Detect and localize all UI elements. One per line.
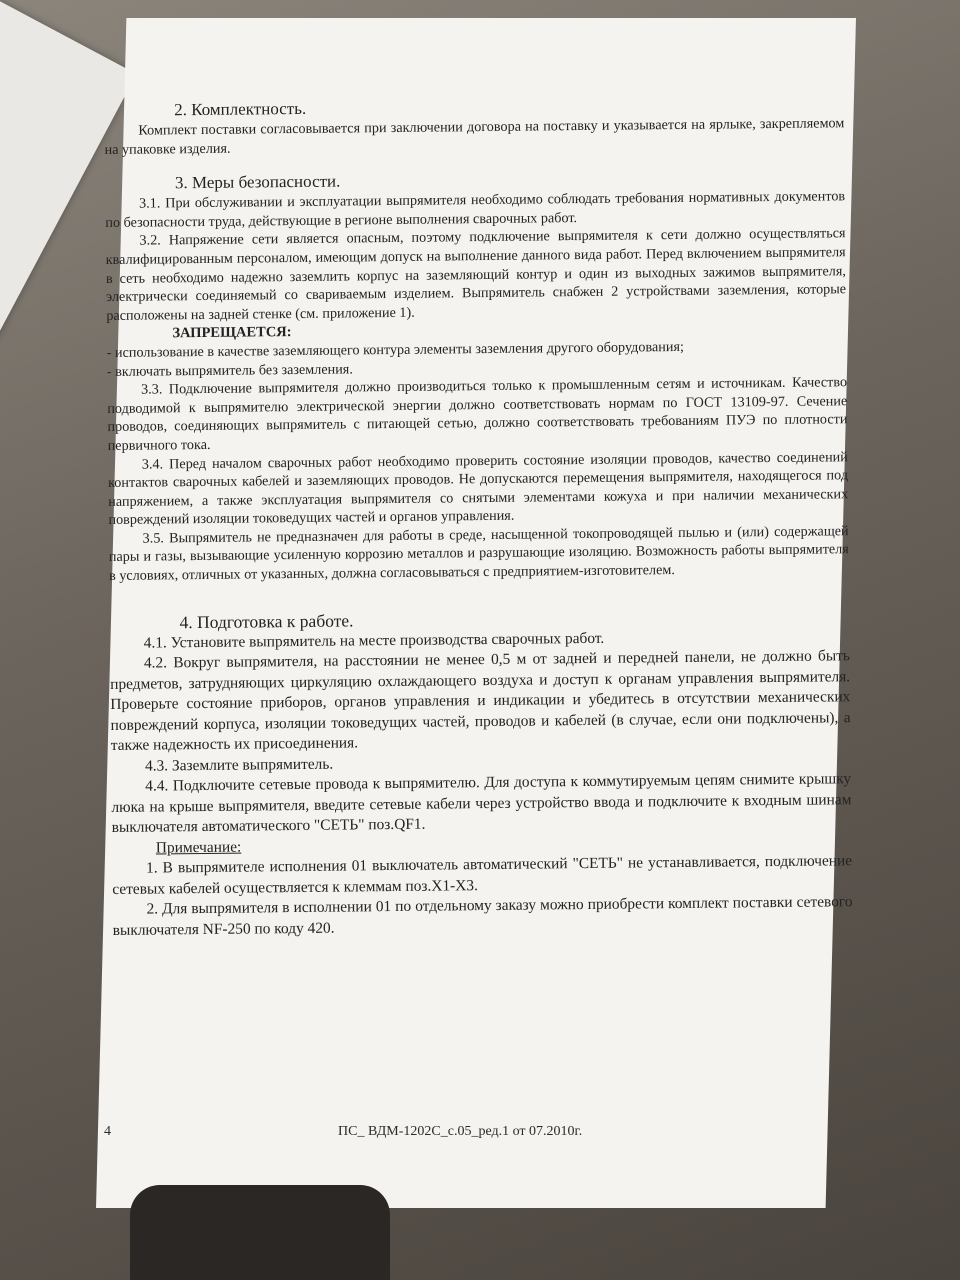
paragraph-3-1: 3.1. При обслуживании и эксплуатации выпрямителя необходимо соблюдать требования нормативных документов по безопасности труда, действующие в регионе выполнения сварочных работ. (105, 188, 846, 231)
paragraph-4-4: 4.4. Подключите сетевые провода к выпрямителю. Для доступа к коммутируемым цепям снимите крышку люка на крыше выпрямителя, введите сетевые кабели через устройство ввода и подключите к входным шинам выключателя автоматического "СЕТЬ" поз.QF1. (111, 770, 852, 837)
paragraph-4-3: 4.3. Заземлите выпрямитель. (144, 755, 334, 775)
paragraph-4-2: 4.2. Вокруг выпрямителя, на расстоянии не менее 0,5 м от задней и передней панели, не должно быть предметов, затрудняющих циркуляцию охлаждающего воздуха и доступ к органам управления выпрямителя. Проверьте состояние приборов, органов управления и индикации и убедитесь в отсутствии механических повреждений корпуса, изоляции токоведущих частей, проводов и кабелей (в случае, если они подключены), а также надежность их присоединения. (110, 647, 851, 755)
forbidden-item-1: - использование в качестве заземляющего контура элементы заземления другого оборудования; (106, 338, 684, 361)
note-item-1: 1. В выпрямителе исполнения 01 выключатель автоматический "СЕТЬ" не устанавливается, подключение сетевых кабелей осуществляется к клеммам поз.X1-X3. (112, 852, 853, 898)
paragraph-3-4: 3.4. Перед началом сварочных работ необходимо проверить состояние изоляции проводов, качество соединений контактов сварочных кабелей и заземляющих проводов. Не допускаются перемещения выпрямителя, находящегося под напряжением, а также эксплуатация выпрямителя со снятыми элементами кожуха и при наличии механических повреждений изоляции токоведущих частей и органов управления. (107, 448, 849, 529)
document-reference: ПС_ ВДМ-1202С_с.05_ред.1 от 07.2010г. (338, 1124, 583, 1139)
section-2-heading: 2. Комплектность. (174, 98, 307, 120)
paragraph-4-1: 4.1. Установите выпрямитель на месте производства сварочных работ. (143, 629, 605, 652)
dark-object (130, 1185, 390, 1280)
section-2-text: Комплект поставки согласовывается при заключении договора на поставку и указывается на ярлыке, закрепляемом на упаковке изделия. (104, 115, 845, 158)
paragraph-3-3: 3.3. Подключение выпрямителя должно производиться только к промышленным сетям и источникам. Качество подводимой к выпрямителю электрической энергии должно соответствовать нормам по ГОСТ 13109-97. Сечение проводов, соединяющих выпрямитель с питающей сетью, должно соответствовать требованиям ПУЭ по плотности первичного тока. (107, 374, 848, 454)
forbidden-title: ЗАПРЕЩАЕТСЯ: (172, 324, 292, 342)
note-title: Примечание: (155, 838, 242, 857)
page-number: 4 (104, 1124, 111, 1139)
paragraph-3-2: 3.2. Напряжение сети является опасным, поэтому подключение выпрямителя к сети должно осуществляться квалифицированным персоналом, имеющим допуск на выполнение данного вида работ. Перед включением выпрямителя в сеть необходимо надежно заземлить корпус на заземляющий контур и один из выходных зажимов выпрямителя, электрически соединяемый со свариваемым изделием. Выпрямитель снабжен 2 устройствами заземления, которые расположены на задней стенке (см. приложение 1). (105, 225, 847, 324)
paragraph-3-5: 3.5. Выпрямитель не предназначен для работы в среде, насыщенной токопроводящей пылью и (или) содержащей пары и газы, вызывающие усиленную коррозию металлов и разрушающие изоляцию. Возможность работы выпрямителя в условиях, отличных от указанных, должна согласовываться с предприятием-изготовителем. (108, 523, 849, 585)
page-content (104, 88, 853, 941)
section-4-heading: 4. Подготовка к работе. (179, 610, 354, 632)
note-item-2: 2. Для выпрямителя в исполнении 01 по отдельному заказу можно приобрести комплект поставки сетевого выключателя NF-250 по коду 420. (112, 893, 853, 939)
forbidden-item-2: - включать выпрямитель без заземления. (106, 360, 353, 380)
section-3-heading: 3. Меры безопасности. (174, 171, 341, 193)
